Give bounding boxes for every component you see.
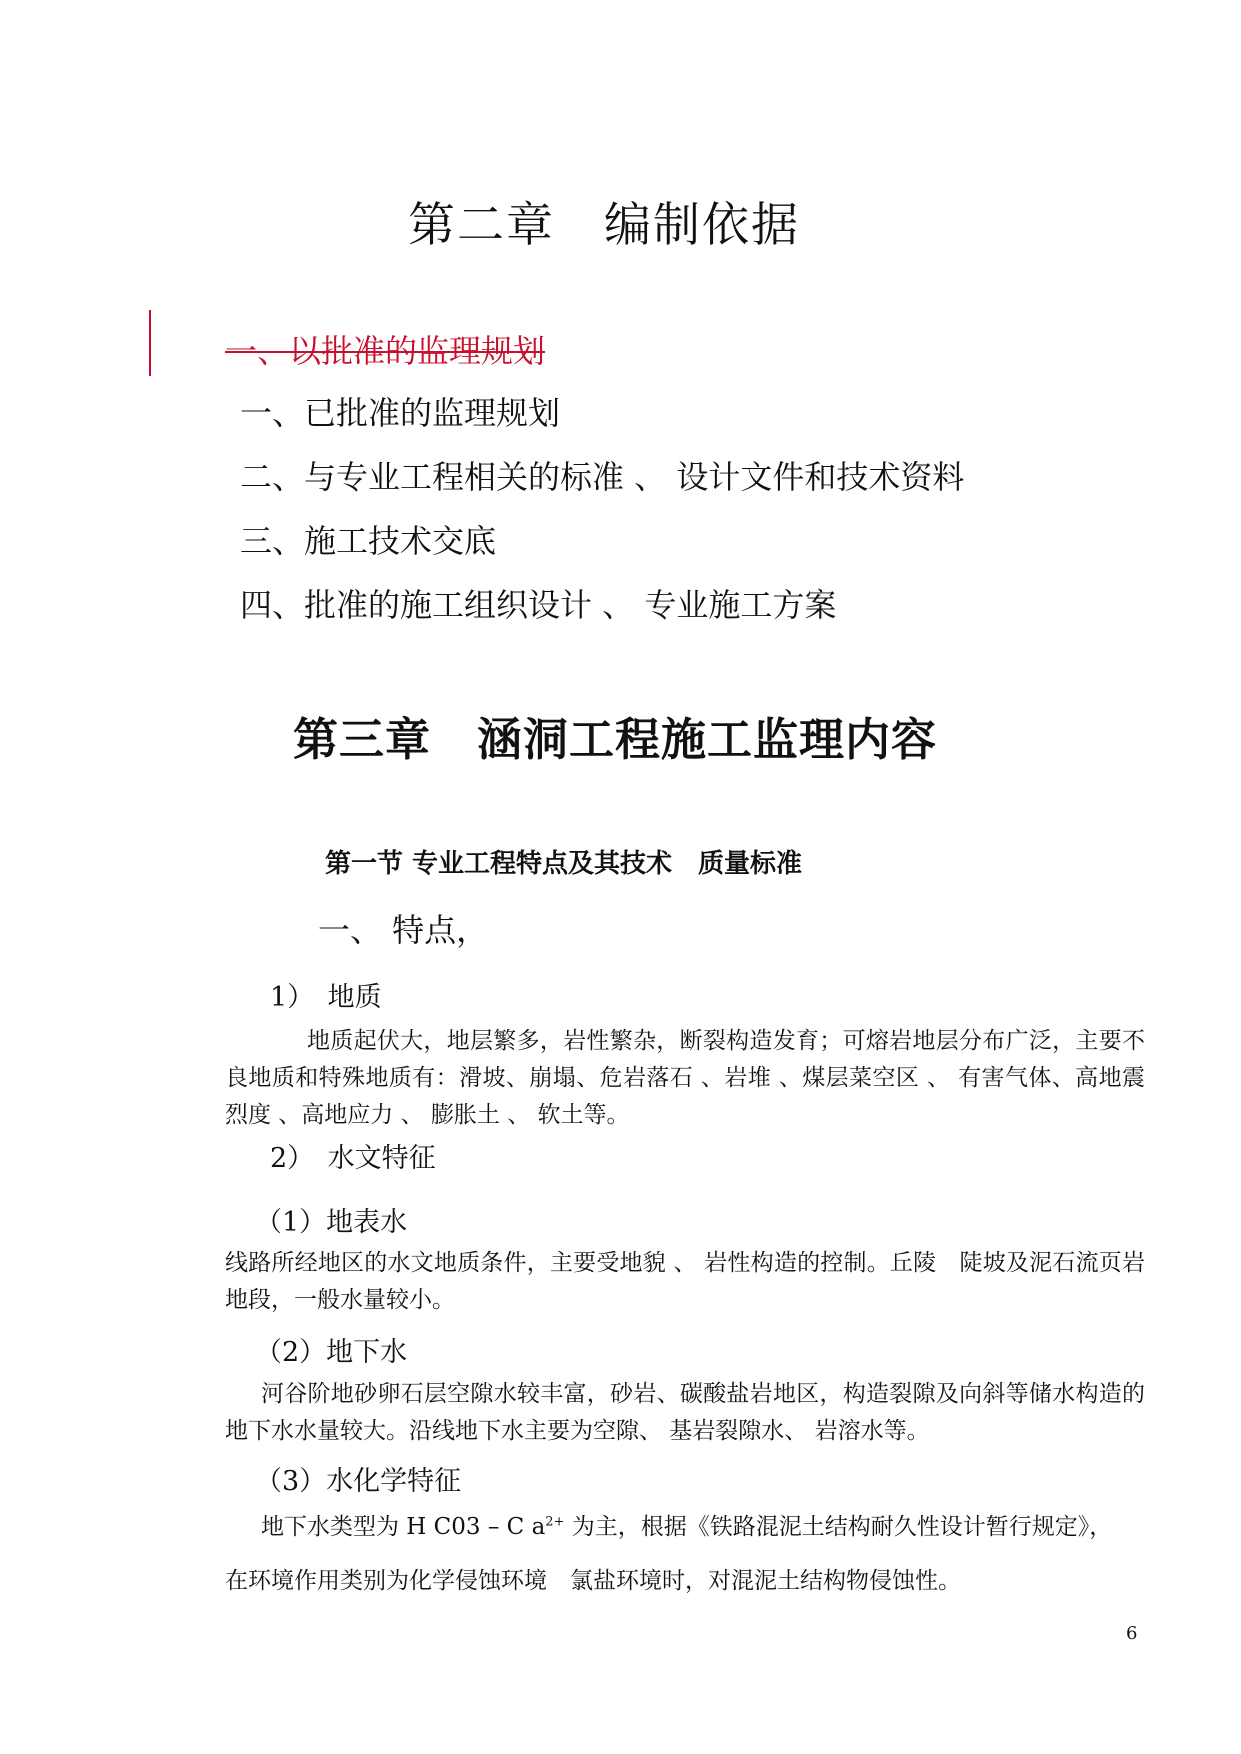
section-1-title: 第一节 专业工程特点及其技术 质量标准 bbox=[325, 849, 803, 879]
surface-water-heading: （1）地表水 bbox=[255, 1207, 408, 1238]
basis-item-2: 二、与专业工程相关的标准 、 设计文件和技术资料 bbox=[240, 458, 965, 496]
chemistry-text-b: 为主，根据《铁路混泥土结构耐久性设计暂行规定》， bbox=[564, 1514, 1113, 1540]
basis-item-4: 四、批准的施工组织设计 、 专业施工方案 bbox=[240, 586, 837, 624]
basis-item-3: 三、施工技术交底 bbox=[240, 522, 497, 560]
ground-water-paragraph: 河谷阶地砂卵石层空隙水较丰富，砂岩、碳酸盐岩地区，构造裂隙及向斜等储水构造的地下水水量较大。沿线地下水主要为空隙、 基岩裂隙水、 岩溶水等。 bbox=[225, 1381, 1145, 1444]
ground-water-heading: （2）地下水 bbox=[255, 1337, 408, 1368]
geology-heading: 1） 地质 bbox=[270, 982, 382, 1013]
features-heading: 一、 特点， bbox=[318, 911, 489, 949]
chemistry-text-a: 地下水类型为 H C03 – C a bbox=[261, 1514, 546, 1540]
geology-paragraph: 地质起伏大，地层繁多，岩性繁杂，断裂构造发育；可熔岩地层分布广泛，主要不良地质和特殊地质有：滑坡、崩塌、危岩落石 、岩堆 、煤层菜空区 、 有害气体、高地震烈度 、高地应力 、 膨胀土 、 软土等。 bbox=[225, 1028, 1145, 1128]
revision-bar bbox=[149, 310, 151, 376]
hydrology-heading: 2） 水文特征 bbox=[270, 1143, 436, 1174]
chapter-2-title: 第二章 编制依据 bbox=[408, 198, 800, 253]
surface-water-paragraph: 线路所经地区的水文地质条件，主要受地貌 、 岩性构造的控制。丘陵 陡坡及泥石流页岩地段，一般水量较小。 bbox=[225, 1250, 1145, 1313]
page-number: 6 bbox=[1126, 1623, 1138, 1644]
basis-item-1: 一、已批准的监理规划 bbox=[240, 394, 561, 432]
chemistry-line-2: 在环境作用类别为化学侵蚀环境 氯盐环境时，对混泥土结构物侵蚀性。 bbox=[225, 1568, 961, 1594]
chemistry-line-1 bbox=[261, 1508, 1112, 1541]
chemistry-heading: （3）水化学特征 bbox=[255, 1466, 462, 1497]
chapter-3-title: 第三章 涵洞工程施工监理内容 bbox=[293, 713, 938, 766]
deleted-list-item: 一、以批准的监理规划 bbox=[225, 332, 546, 370]
chemistry-superscript: 2+ bbox=[545, 1514, 565, 1530]
